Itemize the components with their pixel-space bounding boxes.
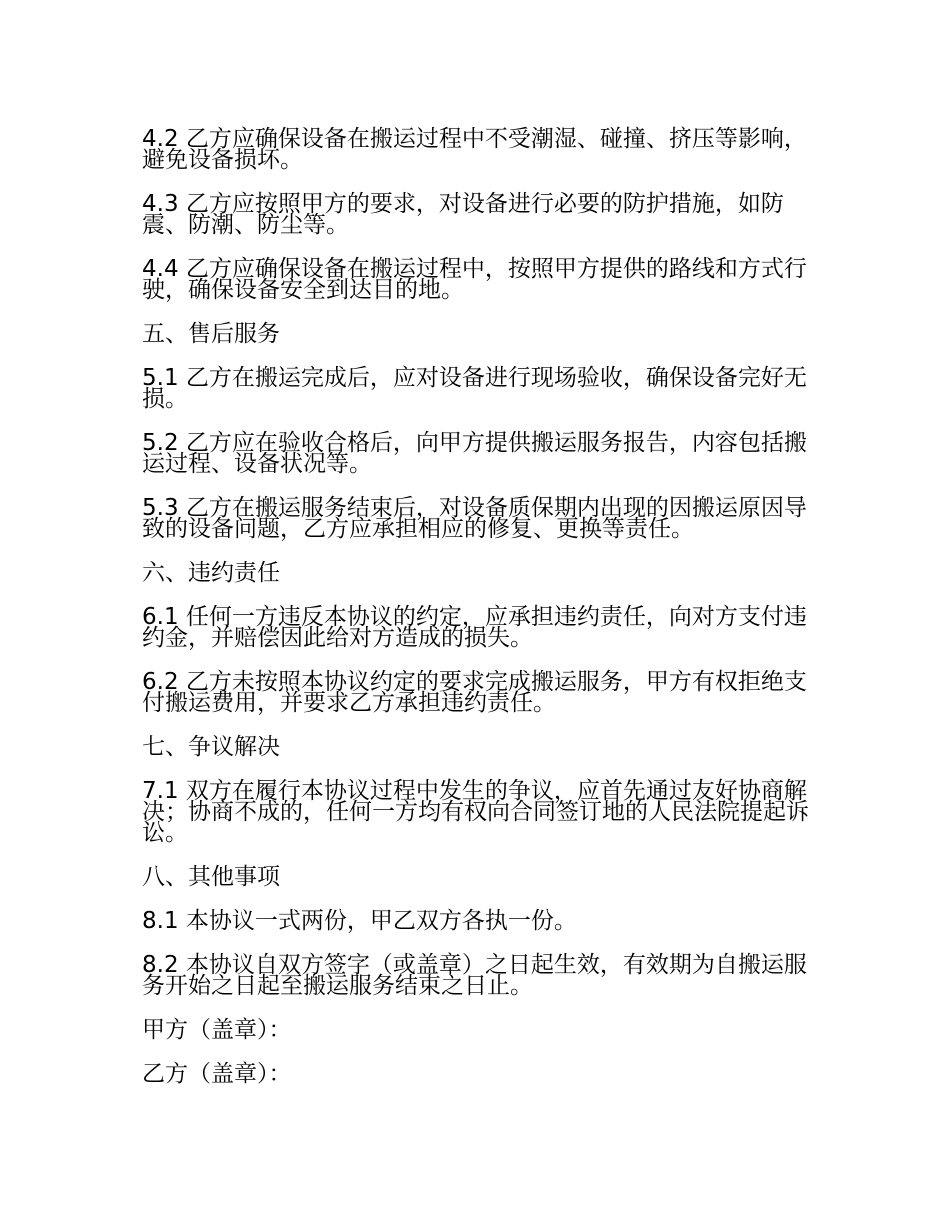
clause-5-1: 5.1 乙方在搬运完成后，应对设备进行现场验收，确保设备完好无损。 xyxy=(142,365,807,412)
clause-8-2: 8.2 本协议自双方签字（或盖章）之日起生效，有效期为自搬运服务开始之日起至搬运服务结束之日止。 xyxy=(142,952,807,999)
clause-5-2: 5.2 乙方应在验收合格后，向甲方提供搬运服务报告，内容包括搬运过程、设备状况等。 xyxy=(142,430,807,477)
section-7-heading: 七、争议解决 xyxy=(142,734,280,760)
clause-6-2: 6.2 乙方未按照本协议约定的要求完成搬运服务，甲方有权拒绝支付搬运费用，并要求乙方承担违约责任。 xyxy=(142,669,807,716)
section-5-heading: 五、售后服务 xyxy=(142,321,280,347)
clause-4-3: 4.3 乙方应按照甲方的要求，对设备进行必要的防护措施，如防震、防潮、防尘等。 xyxy=(142,191,784,238)
clause-7-1: 7.1 双方在履行本协议过程中发生的争议，应首先通过友好协商解决；协商不成的，任何一方均有权向合同签订地的人民法院提起诉讼。 xyxy=(142,778,809,846)
document-body xyxy=(142,126,812,1108)
section-6-heading: 六、违约责任 xyxy=(142,560,280,586)
section-8-heading: 八、其他事项 xyxy=(142,864,280,890)
clause-4-4: 4.4 乙方应确保设备在搬运过程中，按照甲方提供的路线和方式行驶，确保设备安全到达目的地。 xyxy=(142,256,807,303)
party-a-seal-line: 甲方（盖章）： xyxy=(142,1017,292,1043)
clause-8-1: 8.1 本协议一式两份，甲乙双方各执一份。 xyxy=(142,908,577,934)
clause-4-2: 4.2 乙方应确保设备在搬运过程中不受潮湿、碰撞、挤压等影响，避免设备损坏。 xyxy=(142,126,807,173)
clause-6-1: 6.1 任何一方违反本协议的约定，应承担违约责任，向对方支付违约金，并赔偿因此给对方造成的损失。 xyxy=(142,604,807,651)
clause-5-3: 5.3 乙方在搬运服务结束后，对设备质保期内出现的因搬运原因导致的设备问题，乙方应承担相应的修复、更换等责任。 xyxy=(142,495,807,542)
party-b-seal-line: 乙方（盖章）： xyxy=(142,1061,292,1087)
